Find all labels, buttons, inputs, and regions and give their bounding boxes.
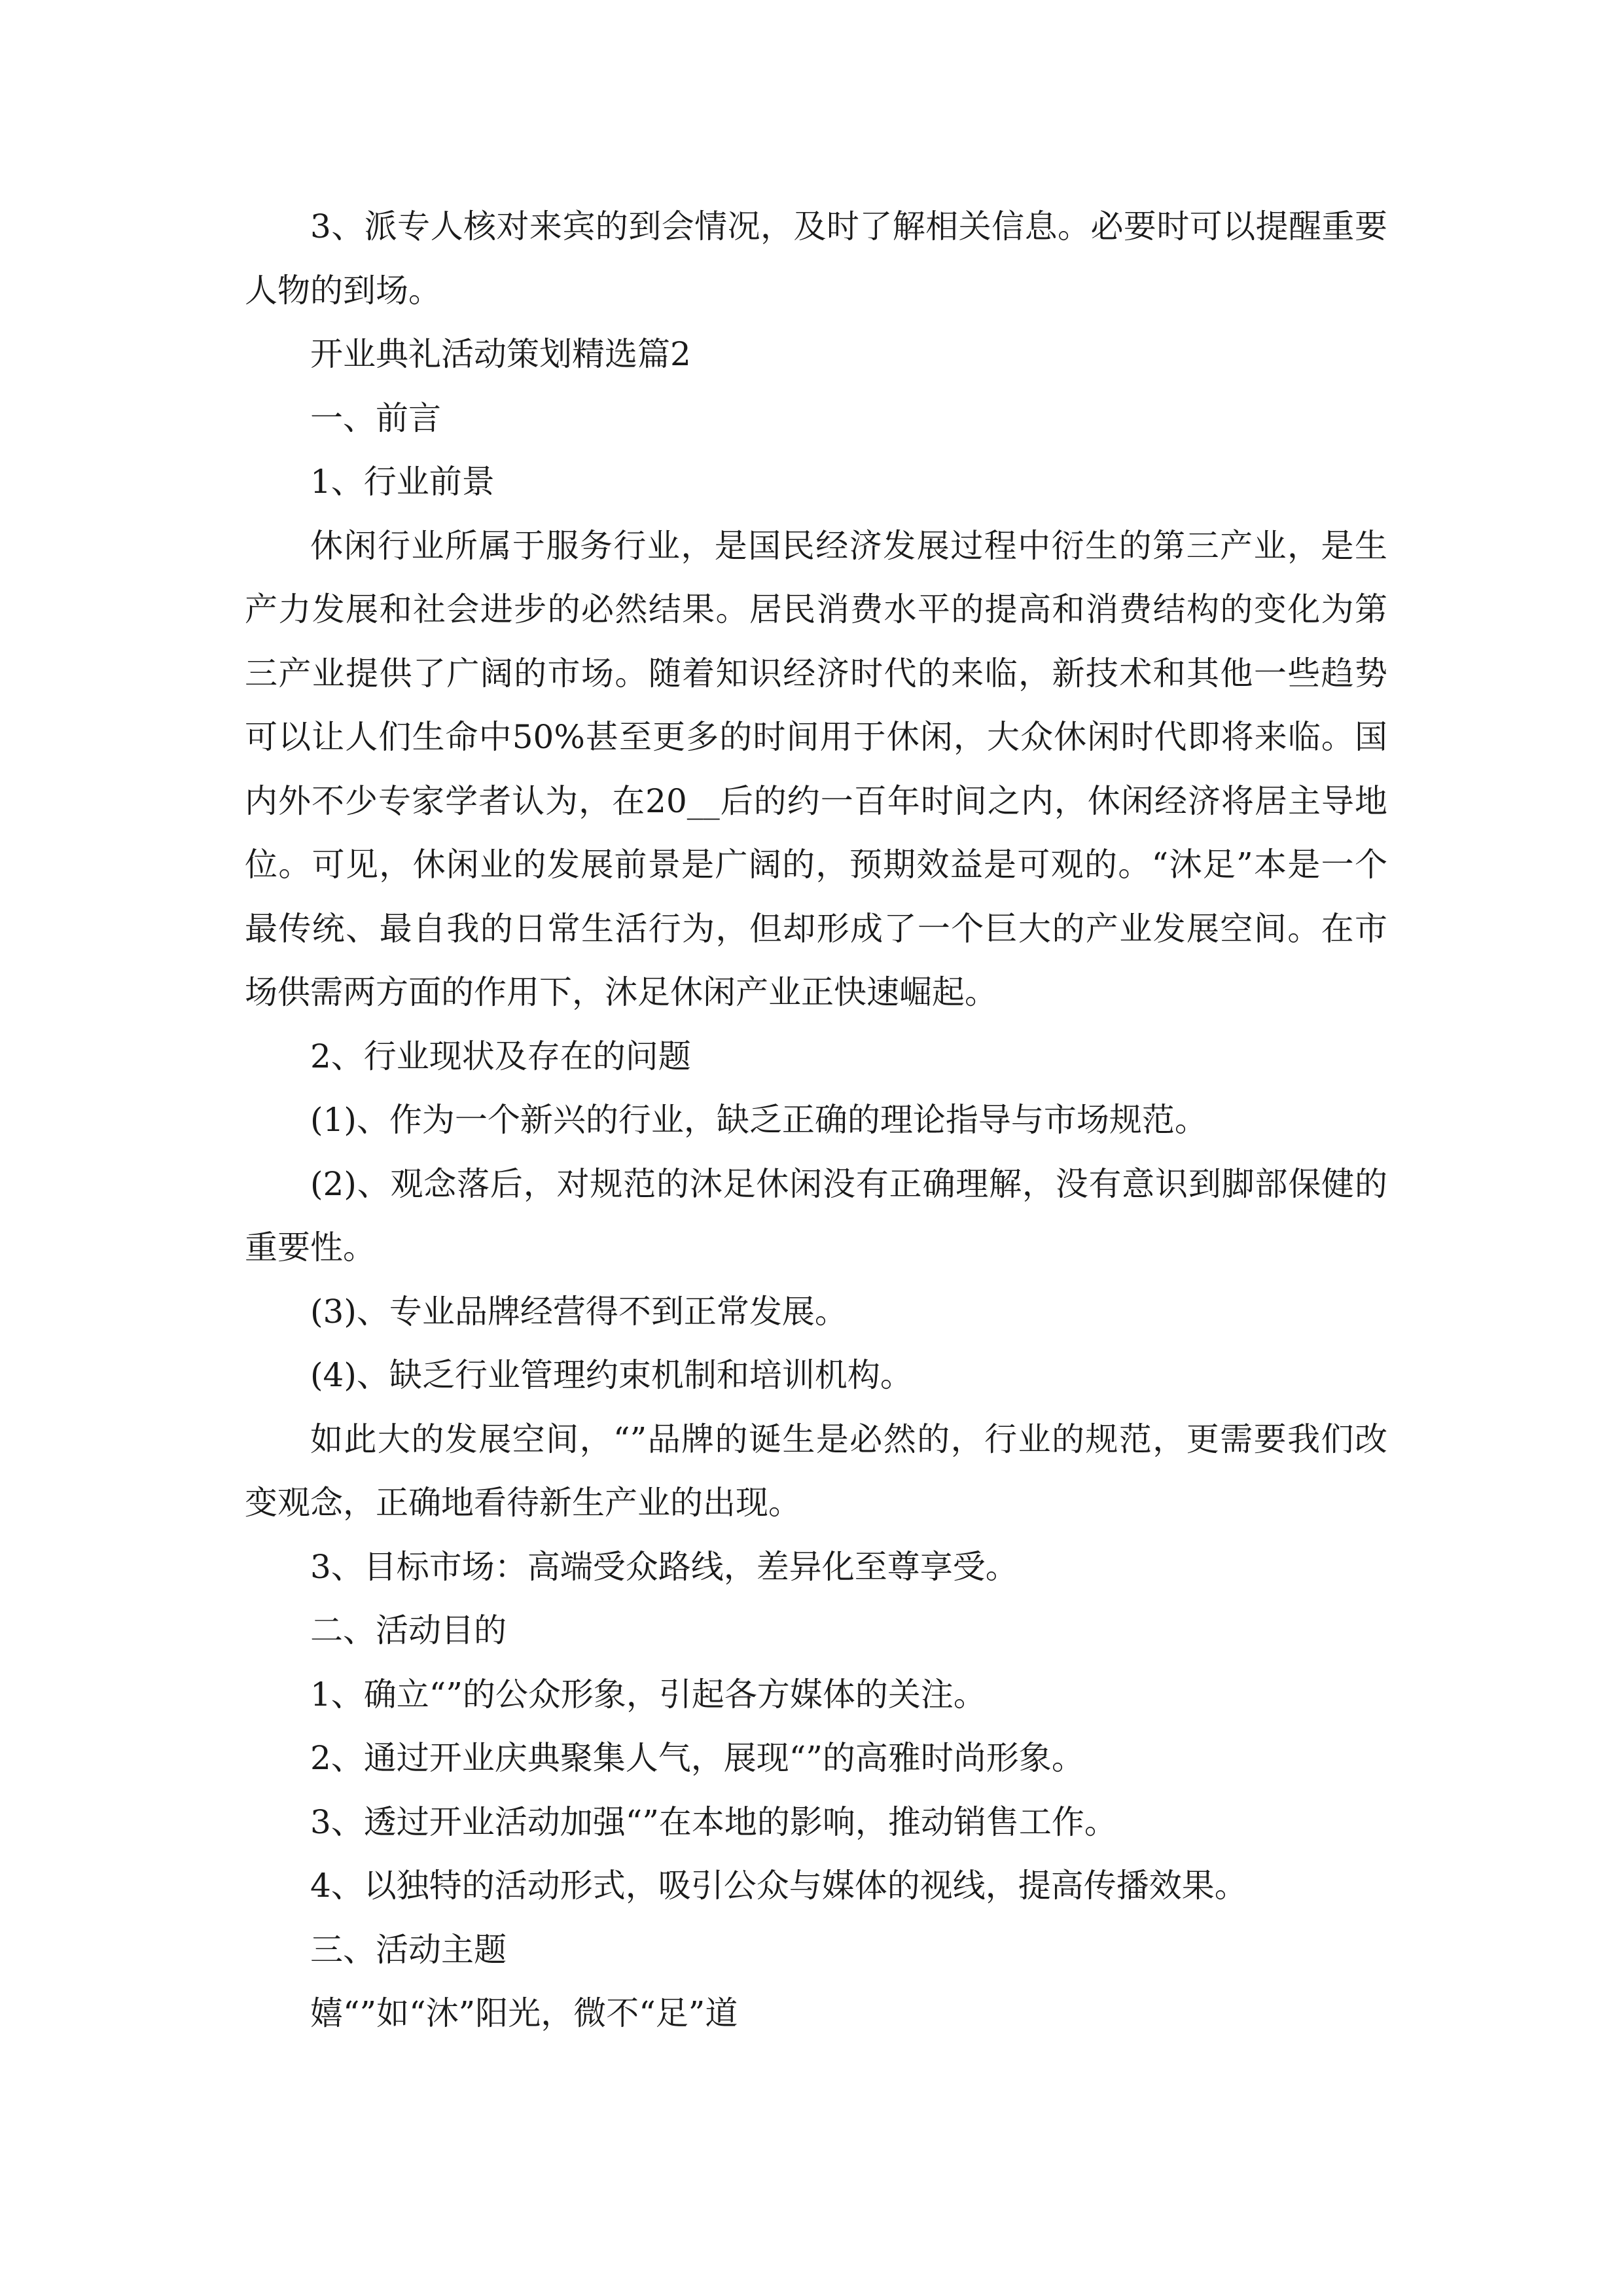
paragraph-activity-theme: 嬉“”如“沐”阳光，微不“足”道 [310,1994,738,2032]
document-body [245,195,1387,2046]
list-item-problem-2: (2)、观念落后，对规范的沐足休闲没有正确理解，没有意识到脚部保健的重要性。 [245,1164,1387,1266]
paragraph-staff-check: 3、派专人核对来宾的到会情况，及时了解相关信息。必要时可以提醒重要人物的到场。 [245,207,1387,310]
list-item-purpose-1: 1、确立“”的公众形象，引起各方媒体的关注。 [310,1675,986,1713]
paragraph-industry-prospect: 休闲行业所属于服务行业，是国民经济发展过程中衍生的第三产业，是生产力发展和社会进步的必然结果。居民消费水平的提高和消费结构的变化为第三产业提供了广阔的市场。随着知识经济时代的来临，新技术和其他一些趋势可以让人们生命中50%甚至更多的时间用于休闲，大众休闲时代即将来临。国内外不少专家学者认为，在20__后的约一百年时间之内，休闲经济将居主导地位。可见，休闲业的发展前景是广阔的，预期效益是可观的。“沐足”本是一个最传统、最自我的日常生活行为，但却形成了一个巨大的产业发展空间。在市场供需两方面的作用下，沐足休闲产业正快速崛起。 [245,526,1387,1011]
heading-target-market: 3、目标市场：高端受众路线，差异化至尊享受。 [310,1547,1018,1586]
heading-activity-purpose: 二、活动目的 [310,1611,507,1649]
list-item-problem-3: (3)、专业品牌经营得不到正常发展。 [310,1292,847,1331]
list-item-purpose-2: 2、通过开业庆典聚集人气，展现“”的高雅时尚形象。 [310,1739,1084,1777]
paragraph-development-space: 如此大的发展空间，“”品牌的诞生是必然的，行业的规范，更需要我们改变观念，正确地看待新生产业的出现。 [245,1420,1387,1522]
heading-activity-theme: 三、活动主题 [310,1930,507,1969]
heading-preface: 一、前言 [310,399,441,437]
list-item-problem-1: (1)、作为一个新兴的行业，缺乏正确的理论指导与市场规范。 [310,1101,1207,1139]
list-item-purpose-3: 3、透过开业活动加强“”在本地的影响，推动销售工作。 [310,1803,1117,1841]
heading-industry-prospect: 1、行业前景 [310,463,495,501]
section-title-article-2: 开业典礼活动策划精选篇2 [310,335,691,373]
list-item-problem-4: (4)、缺乏行业管理约束机制和培训机构。 [310,1356,913,1394]
list-item-purpose-4: 4、以独特的活动形式，吸引公众与媒体的视线，提高传播效果。 [310,1867,1247,1905]
heading-industry-status: 2、行业现状及存在的问题 [310,1037,691,1075]
